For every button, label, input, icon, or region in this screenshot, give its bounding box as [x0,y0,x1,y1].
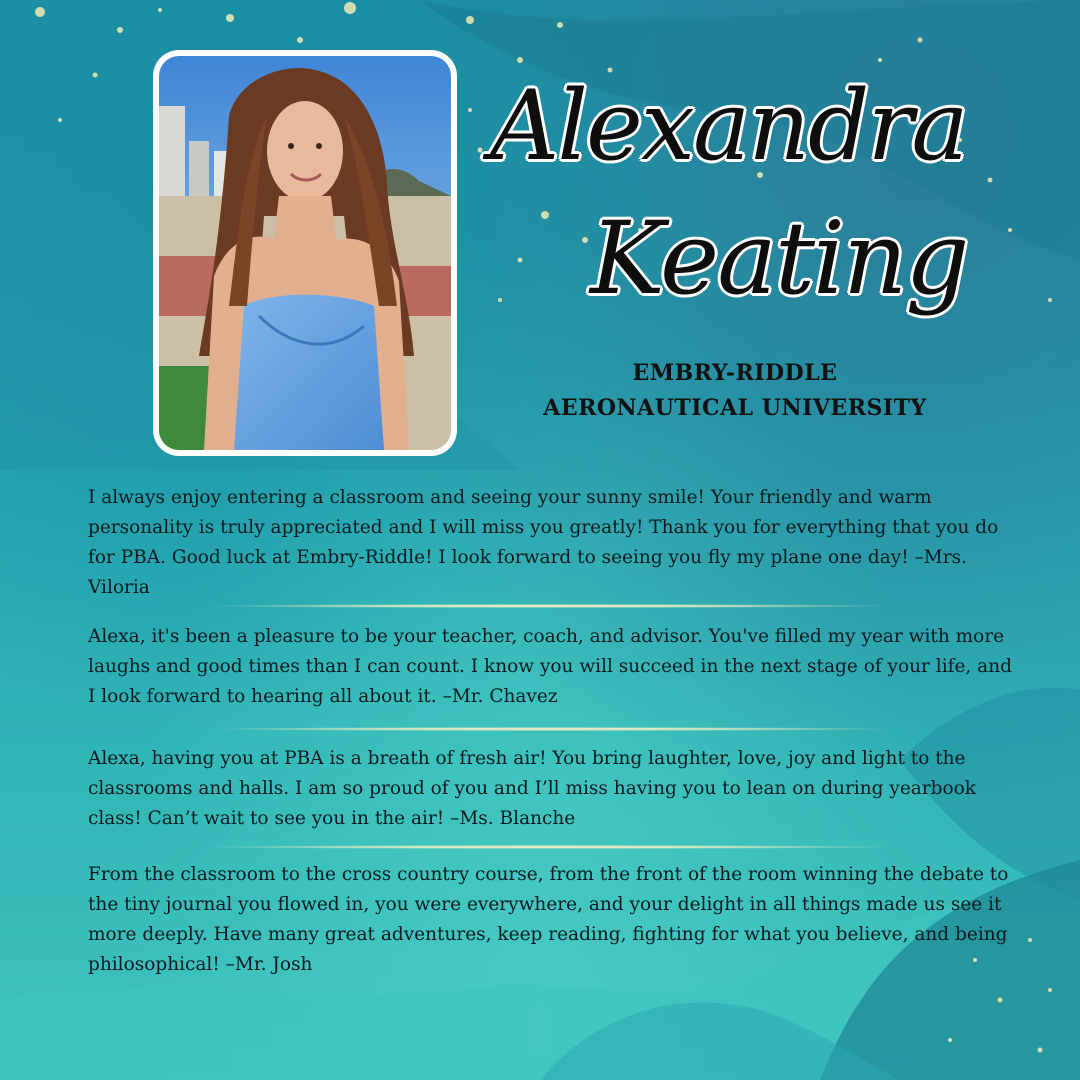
student-first-name: Alexandra [490,70,967,182]
divider [200,727,900,731]
divider [200,604,900,608]
divider [200,845,900,849]
school-name-line2: AERONAUTICAL UNIVERSITY [543,395,927,421]
portrait-illustration [159,56,451,450]
message-blanche: Alexa, having you at PBA is a breath of fresh air! You bring laughter, love, joy and light to the classrooms and halls. I am so proud of you and I’ll miss having you to lean on during yearbook class! Can’t wait to see you in the air! –Ms. Blanche [88,748,976,829]
message-josh: From the classroom to the cross country course, from the front of the room winning the debate to the tiny journal you flowed in, you were everywhere, and your delight in all things made us see it more deeply. Have many great adventures, keep reading, fighting for what you believe, and being philosophical! –Mr. Josh [88,864,1009,975]
message-viloria: I always enjoy entering a classroom and seeing your sunny smile! Your friendly and warm personality is truly appreciated and I will miss you greatly! Thank you for everything that you do for PBA. Good luck at Embry-Riddle! I look forward to seeing you fly my plane one day! –Mrs. Viloria [88,487,999,598]
school-name-line1: EMBRY-RIDDLE [632,360,838,386]
photo-frame [153,50,457,456]
student-last-name: Keating [590,200,968,317]
portrait-photo [159,56,451,450]
message-chavez: Alexa, it's been a pleasure to be your teacher, coach, and advisor. You've filled my year with more laughs and good times than I can count. I know you will succeed in the next stage of your life, and I look forward to hearing all about it. –Mr. Chavez [88,626,1012,707]
